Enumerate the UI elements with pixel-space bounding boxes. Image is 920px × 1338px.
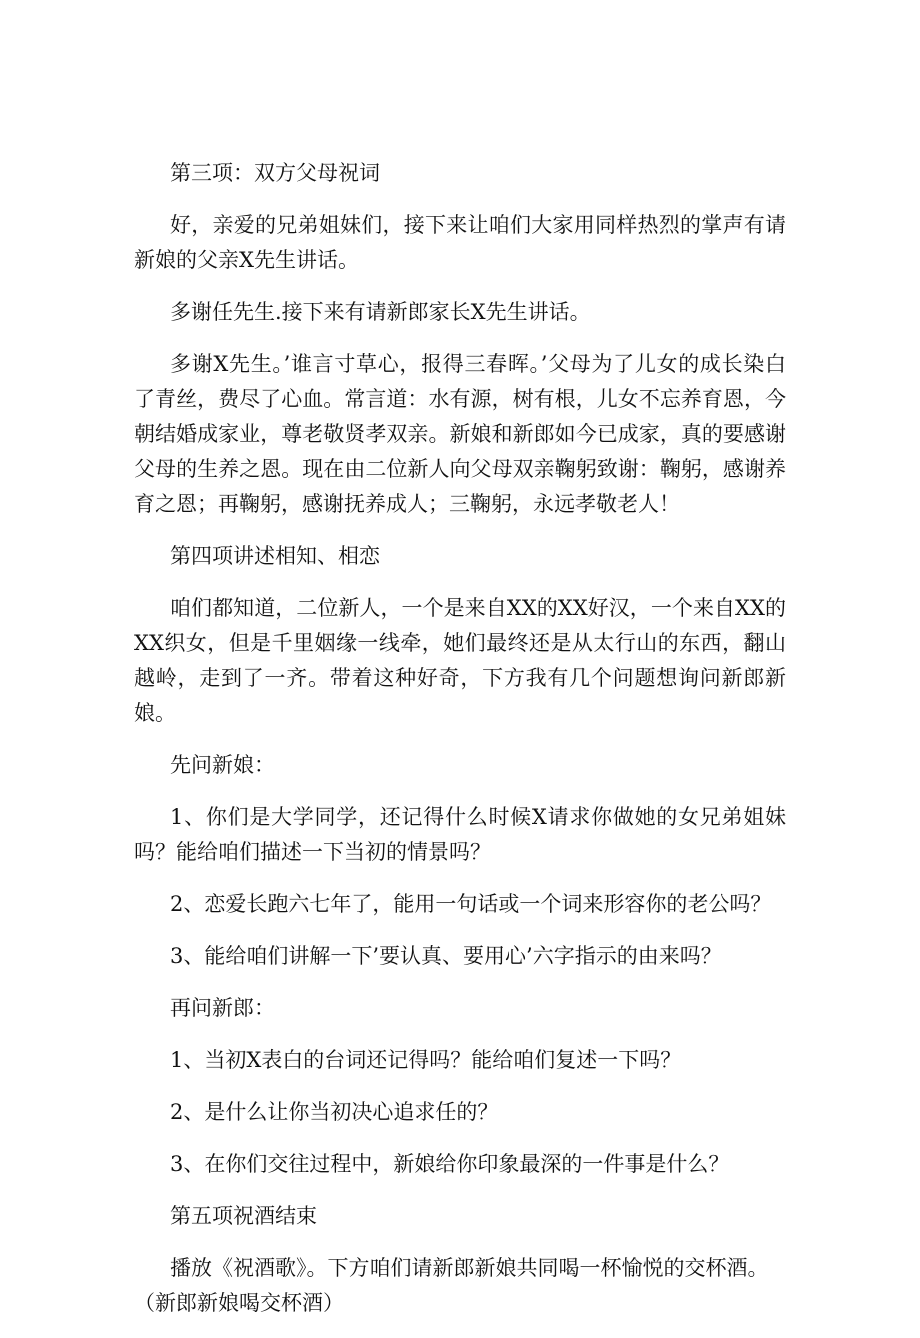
paragraph-bride-father: 好，亲爱的兄弟姐妹们，接下来让咱们大家用同样热烈的掌声有请新娘的父亲X先生讲话。 — [134, 213, 786, 272]
section-heading-love-story: 第四项讲述相知、相恋 — [170, 544, 380, 568]
question-bride-2: 2、恋爱长跑六七年了，能用一句话或一个词来形容你的老公吗？ — [170, 892, 772, 916]
section-heading-toast: 第五项祝酒结束 — [170, 1204, 317, 1228]
label-ask-groom: 再问新郎： — [170, 996, 275, 1020]
question-bride-3: 3、能给咱们讲解一下’要认真、要用心’六字指示的由来吗？ — [170, 944, 722, 968]
paragraph-groom-parent: 多谢任先生.接下来有请新郎家长X先生讲话。 — [170, 300, 591, 324]
question-groom-3: 3、在你们交往过程中，新娘给你印象最深的一件事是什么？ — [170, 1152, 730, 1176]
paragraph-love-story: 咱们都知道，二位新人，一个是来自XX的XX好汉，一个来自XX的XX织女，但是千里姻缘一线牵，她们最终还是从太行山的东西，翻山越岭，走到了一齐。带着这种好奇，下方我有几个问题想询问新郎新娘。 — [134, 596, 786, 725]
section-heading-parents-speech: 第三项：双方父母祝词 — [170, 161, 380, 185]
paragraph-closing-note: （新郎新娘喝交杯酒） — [134, 1291, 344, 1315]
question-bride-1: 1、你们是大学同学，还记得什么时候X请求你做她的女兄弟姐妹吗？能给咱们描述一下当初的情景吗？ — [134, 805, 786, 864]
document-body — [134, 156, 786, 1338]
paragraph-toast: 播放《祝酒歌》。下方咱们请新郎新娘共同喝一杯愉悦的交杯酒。 — [170, 1256, 769, 1280]
question-groom-1: 1、当初X表白的台词还记得吗？能给咱们复述一下吗？ — [170, 1048, 682, 1072]
label-ask-bride: 先问新娘： — [170, 753, 275, 777]
question-groom-2: 2、是什么让你当初决心追求任的？ — [170, 1100, 499, 1124]
paragraph-thanks-parents: 多谢X先生。’谁言寸草心，报得三春晖。’父母为了儿女的成长染白了青丝，费尽了心血。常言道：水有源，树有根，儿女不忘养育恩，今朝结婚成家业，尊老敬贤孝双亲。新娘和新郎如今已成家，真的要感谢父母的生养之恩。现在由二位新人向父母双亲鞠躬致谢：鞠躬，感谢养育之恩；再鞠躬，感谢抚养成人；三鞠躬，永远孝敬老人！ — [134, 352, 786, 516]
